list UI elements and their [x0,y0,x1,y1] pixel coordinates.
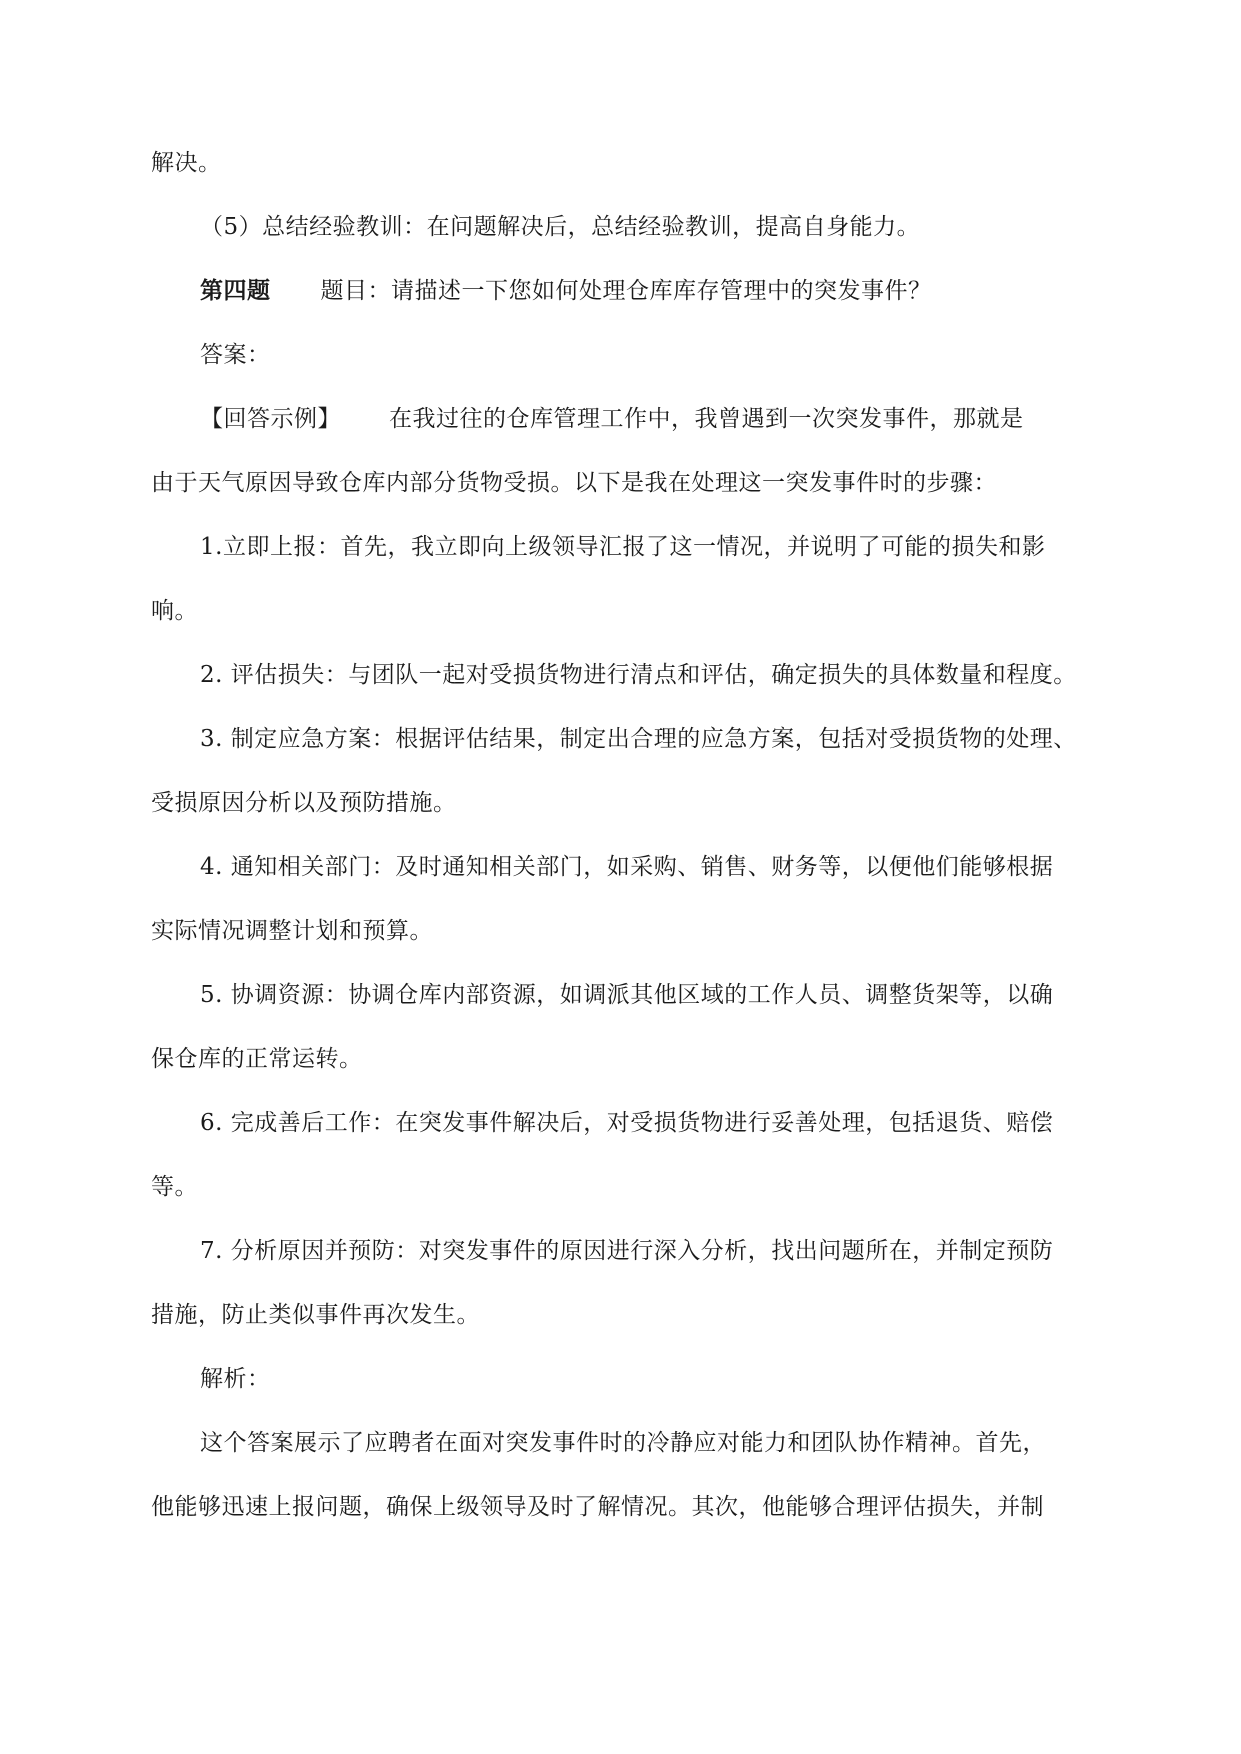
analysis-text-cont: 他能够迅速上报问题，确保上级领导及时了解情况。其次，他能够合理评估损失，并制 [151,1494,1044,1520]
step-4: 4. 通知相关部门：及时通知相关部门，如采购、销售、财务等，以便他们能够根据 [200,854,1054,880]
step-3: 3. 制定应急方案：根据评估结果，制定出合理的应急方案，包括对受损货物的处理、 [200,726,1077,752]
analysis-text: 这个答案展示了应聘者在面对突发事件时的冷静应对能力和团队协作精神。首先， [200,1430,1046,1456]
step-7: 7. 分析原因并预防：对突发事件的原因进行深入分析，找出问题所在，并制定预防 [200,1238,1054,1264]
example-tag: 【回答示例】 [200,406,341,432]
question-title: 题目：请描述一下您如何处理仓库库存管理中的突发事件？ [320,278,932,304]
example-line [200,404,1024,434]
analysis-label: 解析： [200,1366,271,1392]
step-5: 5. 协调资源：协调仓库内部资源，如调派其他区域的工作人员、调整货架等，以确 [200,982,1054,1008]
text-line: 解决。 [151,150,222,176]
text-line: （5）总结经验教训：在问题解决后，总结经验教训，提高自身能力。 [200,214,921,240]
step-6-cont: 等。 [151,1174,198,1200]
step-4-cont: 实际情况调整计划和预算。 [151,918,433,944]
step-5-cont: 保仓库的正常运转。 [151,1046,363,1072]
step-1-cont: 响。 [151,598,198,624]
step-6: 6. 完成善后工作：在突发事件解决后，对受损货物进行妥善处理，包括退货、赔偿 [200,1110,1054,1136]
text-line: 由于天气原因导致仓库内部分货物受损。以下是我在处理这一突发事件时的步骤： [151,470,997,496]
question-heading [200,276,932,306]
step-3-cont: 受损原因分析以及预防措施。 [151,790,457,816]
example-text: 在我过往的仓库管理工作中，我曾遇到一次突发事件，那就是 [389,406,1024,432]
step-2: 2. 评估损失：与团队一起对受损货物进行清点和评估，确定损失的具体数量和程度。 [200,662,1077,688]
question-number: 第四题 [200,277,271,304]
answer-label: 答案： [200,342,271,368]
step-1: 1.立即上报：首先，我立即向上级领导汇报了这一情况，并说明了可能的损失和影 [200,534,1046,560]
step-7-cont: 措施，防止类似事件再次发生。 [151,1302,480,1328]
